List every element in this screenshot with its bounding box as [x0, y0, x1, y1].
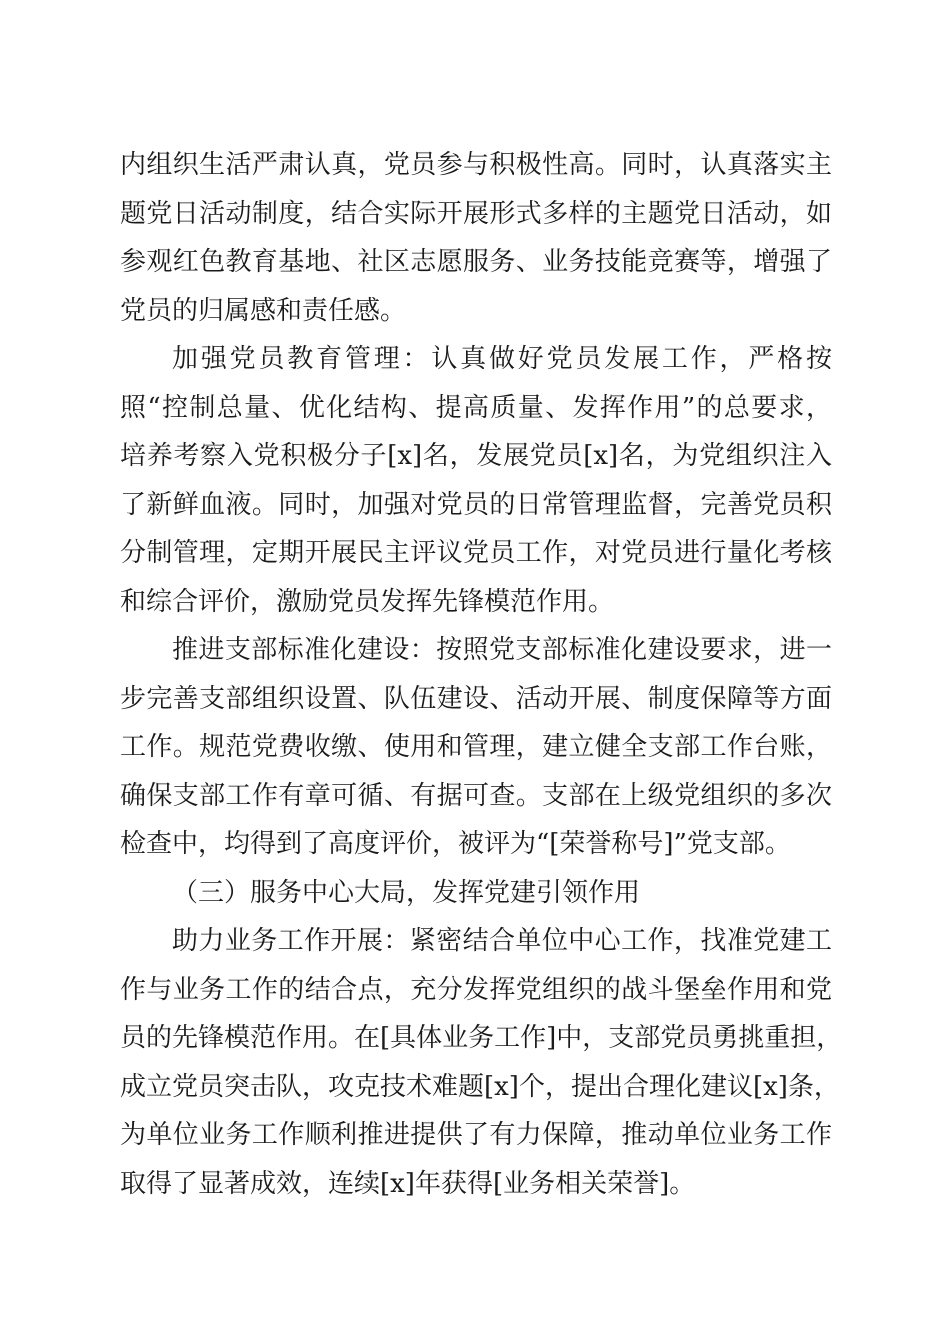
paragraph-line: 助力业务工作开展：紧密结合单位中心工作，找准党建工 [172, 926, 832, 956]
paragraph-line: 参观红色教育基地、社区志愿服务、业务技能竞赛等，增强了 [120, 247, 832, 277]
paragraph-line: 作与业务工作的结合点，充分发挥党组织的战斗堡垒作用和党 [120, 974, 832, 1005]
paragraph-line: 分制管理，定期开展民主评议党员工作，对党员进行量化考核 [120, 538, 832, 568]
paragraph-line: 检查中，均得到了高度评价，被评为“[荣誉称号]”党支部。 [120, 829, 791, 859]
paragraph-line: 内组织生活严肃认真，党员参与积极性高。同时，认真落实主 [120, 150, 832, 180]
paragraph-line: 确保支部工作有章可循、有据可查。支部在上级党组织的多次 [120, 780, 832, 811]
paragraph-line: 培养考察入党积极分子[x]名，发展党员[x]名，为党组织注入 [120, 441, 832, 471]
paragraph-line: 题党日活动制度，结合实际开展形式多样的主题党日活动，如 [120, 198, 832, 229]
paragraph-line: 成立党员突击队，攻克技术难题[x]个，提出合理化建议[x]条， [120, 1071, 840, 1102]
paragraph [120, 141, 832, 335]
paragraph-line: 和综合评价，激励党员发挥先锋模范作用。 [120, 586, 615, 617]
paragraph [120, 335, 832, 626]
paragraph-line: 党员的归属感和责任感。 [120, 295, 407, 326]
paragraph-line: 加强党员教育管理：认真做好党员发展工作，严格按 [172, 344, 832, 374]
paragraph [120, 626, 832, 869]
paragraph-line: 取得了显著成效，连续[x]年获得[业务相关荣誉]。 [120, 1168, 696, 1199]
paragraph-line: 员的先锋模范作用。在[具体业务工作]中，支部党员勇挑重担， [120, 1023, 843, 1053]
section-heading-text: （三）服务中心大局，发挥党建引领作用 [172, 877, 641, 908]
document-body [120, 141, 843, 1208]
paragraph-line: 推进支部标准化建设：按照党支部标准化建设要求，进一 [172, 635, 832, 665]
paragraph-line: 了新鲜血液。同时，加强对党员的日常管理监督，完善党员积 [120, 489, 832, 520]
paragraph-line: 为单位业务工作顺利推进提供了有力保障，推动单位业务工作 [120, 1120, 832, 1150]
paragraph [120, 917, 843, 1208]
paragraph-line: 工作。规范党费收缴、使用和管理，建立健全支部工作台账， [120, 732, 832, 762]
section-heading [120, 869, 832, 918]
paragraph-line: 照“控制总量、优化结构、提高质量、发挥作用”的总要求， [120, 392, 832, 423]
paragraph-line: 步完善支部组织设置、队伍建设、活动开展、制度保障等方面 [120, 683, 832, 714]
